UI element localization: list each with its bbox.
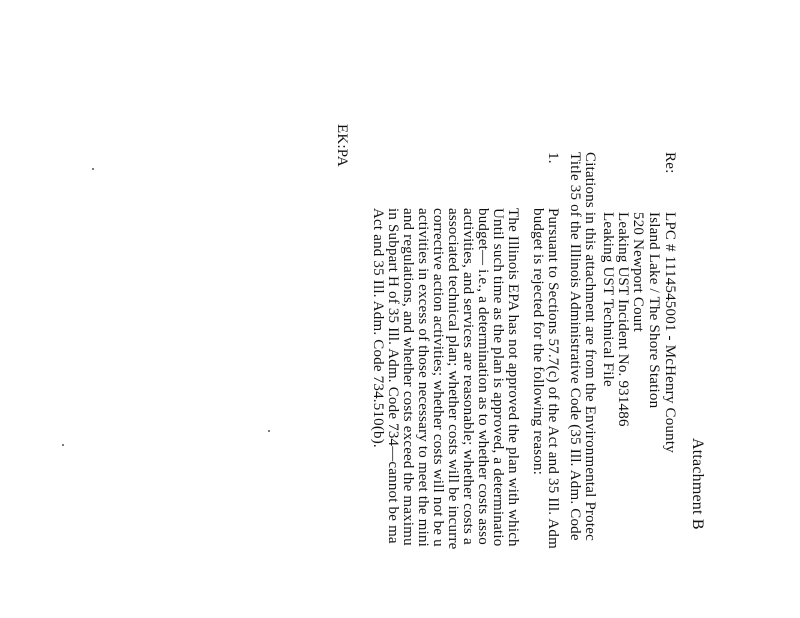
item-body-line-3: budget— i.e., a determination as to whether costs asso [475, 208, 491, 545]
item-body-line-5: associated technical plan; whether costs will be incurre [445, 208, 461, 550]
attachment-heading: Attachment B [689, 438, 706, 530]
scan-speck [268, 430, 270, 432]
scan-speck [92, 168, 94, 170]
re-line-file: Leaking UST Technical File [600, 212, 616, 387]
typist-initials: EK:PA [334, 124, 350, 167]
scan-speck [62, 444, 64, 446]
item-intro-line-1: Pursuant to Sections 57.7(c) of the Act and 35 Ill. Adm [545, 208, 561, 549]
re-label: Re: [662, 152, 678, 174]
re-line-address: 520 Newport Court [630, 212, 646, 333]
re-line-site-name: Island Lake / The Shore Station [646, 212, 662, 409]
re-line-lpc: LPC # 1114545001 - McHenry County [662, 212, 678, 453]
item-body-line-4: activities, and services are reasonable; whether costs a [460, 208, 476, 545]
item-body-line-6: corrective action activities; whether costs will not be u [430, 208, 446, 547]
item-body-line-2: Until such time as the plan is approved, a determinatio [490, 208, 506, 547]
item-body-line-9: in Subpart H of 35 Ill. Adm. Code 734—cannot be ma [385, 208, 401, 544]
citations-line-2: Title 35 of the Illinois Administrative Code (35 Ill. Adm. Code [567, 152, 583, 541]
item-body-line-7: activities in excess of those necessary to meet the mini [415, 208, 431, 548]
re-line-incident: Leaking UST Incident No. 931486 [615, 212, 631, 427]
citations-line-1: Citations in this attachment are from the Environmental Protec [582, 152, 598, 541]
item-body-line-10: Act and 35 Ill. Adm. Code 734.510(b). [370, 208, 386, 448]
item-intro-line-2: budget is rejected for the following reason: [530, 208, 546, 476]
item-number: 1. [545, 152, 561, 164]
item-body-line-8: and regulations, and whether costs exceed the maximu [400, 208, 416, 546]
item-body-line-1: The Illinois EPA has not approved the plan with which [505, 208, 521, 547]
